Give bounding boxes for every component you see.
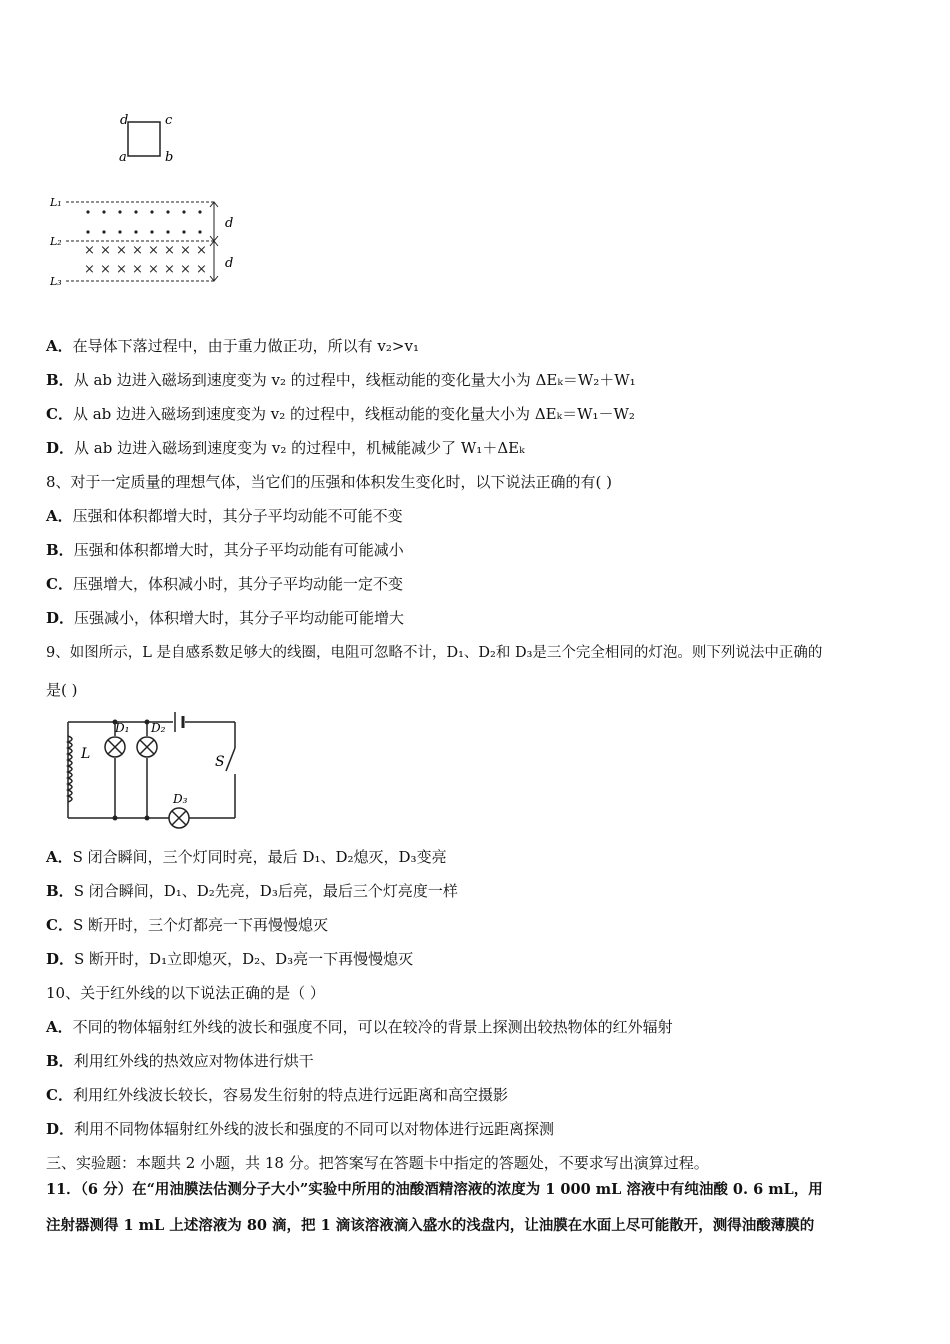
field-dot bbox=[134, 210, 137, 213]
option-text: 利用红外线的热效应对物体进行烘干 bbox=[73, 1052, 314, 1070]
q10-option-c bbox=[46, 1085, 508, 1105]
field-out-of-page bbox=[86, 210, 201, 233]
field-dot bbox=[166, 230, 169, 233]
q10-option-a bbox=[46, 1017, 673, 1037]
option-label: C． bbox=[46, 405, 73, 423]
label-gap-lower: d bbox=[225, 256, 234, 271]
label-D3: D₃ bbox=[173, 792, 188, 806]
field-dot bbox=[198, 210, 201, 213]
square-loop bbox=[128, 122, 160, 156]
field-cross: × bbox=[164, 243, 175, 258]
label-d-corner: d bbox=[120, 113, 129, 128]
label-L2: L₂ bbox=[50, 235, 62, 248]
q9-option-a bbox=[46, 847, 447, 867]
option-text: 压强增大，体积减小时，其分子平均动能一定不变 bbox=[72, 575, 403, 593]
field-cross: × bbox=[148, 262, 159, 277]
field-cross: × bbox=[148, 243, 159, 258]
field-dot bbox=[182, 210, 185, 213]
field-cross: × bbox=[116, 243, 127, 258]
option-label: C． bbox=[46, 1086, 73, 1104]
label-b-corner: b bbox=[165, 150, 174, 165]
field-cross: × bbox=[132, 243, 143, 258]
field-dot bbox=[198, 230, 201, 233]
q9-option-d bbox=[46, 949, 413, 969]
option-label: B． bbox=[46, 882, 74, 900]
field-dot bbox=[86, 230, 89, 233]
option-text: 压强和体积都增大时，其分子平均动能不可能不变 bbox=[72, 507, 403, 525]
q8-option-b bbox=[46, 540, 404, 560]
option-text: 利用不同物体辐射红外线的波长和强度的不同可以对物体进行远距离探测 bbox=[74, 1120, 555, 1138]
q9-stem-line1: 9、如图所示，L 是自感系数足够大的线圈，电阻可忽略不计，D₁、D₂和 D₃是三个完全相同的灯泡。则下列说法中正确的 bbox=[46, 645, 823, 661]
q8-option-a bbox=[46, 506, 403, 526]
field-cross: × bbox=[164, 262, 175, 277]
q9-option-c bbox=[46, 915, 328, 935]
field-dot bbox=[166, 210, 169, 213]
field-cross: × bbox=[100, 243, 111, 258]
option-label: B． bbox=[46, 541, 74, 559]
q7-option-d bbox=[46, 438, 525, 458]
option-label: B． bbox=[46, 1052, 74, 1070]
option-text: 在导体下落过程中，由于重力做正功，所以有 v₂>v₁ bbox=[72, 337, 419, 355]
field-dot bbox=[134, 230, 137, 233]
field-cross: × bbox=[196, 243, 207, 258]
option-label: B． bbox=[46, 371, 74, 389]
section-3-heading: 三、实验题：本题共 2 小题，共 18 分。把答案写在答题卡中指定的答题处，不要求写出演算过程。 bbox=[46, 1154, 709, 1172]
field-cross: × bbox=[100, 262, 111, 277]
field-dot bbox=[102, 210, 105, 213]
field-dot bbox=[150, 230, 153, 233]
q7-option-a bbox=[46, 336, 419, 356]
q11-line2: 注射器测得 1 mL 上述溶液为 80 滴，把 1 滴该溶液滴入盛水的浅盘内，让油膜在水面上尽可能散开，测得油酸薄膜的 bbox=[46, 1217, 815, 1234]
label-L3: L₃ bbox=[50, 275, 62, 288]
q11-line1: 11．（6 分）在“用油膜法估测分子大小”实验中所用的油酸酒精溶液的浓度为 1 000 mL 溶液中有纯油酸 0. 6 mL，用 bbox=[46, 1181, 823, 1198]
field-dot bbox=[118, 210, 121, 213]
field-cross: × bbox=[180, 243, 191, 258]
option-text: S 断开时，三个灯都亮一下再慢慢熄灭 bbox=[72, 916, 328, 934]
label-D2: D₂ bbox=[151, 721, 166, 735]
label-D1: D₁ bbox=[115, 721, 130, 735]
option-text: 压强减小，体积增大时，其分子平均动能可能增大 bbox=[74, 609, 405, 627]
circuit-figure bbox=[55, 708, 255, 833]
q9-option-b bbox=[46, 881, 458, 901]
field-into-page bbox=[84, 243, 207, 277]
option-label: A． bbox=[46, 507, 73, 525]
label-a-corner: a bbox=[119, 150, 127, 165]
label-c-corner: c bbox=[165, 113, 173, 128]
option-label: A． bbox=[46, 848, 73, 866]
option-label: D． bbox=[46, 609, 75, 627]
switch-blade bbox=[226, 748, 235, 771]
q8-option-d bbox=[46, 608, 404, 628]
field-dot bbox=[86, 210, 89, 213]
q9-stem-line2: 是( ) bbox=[46, 681, 78, 699]
option-text: S 闭合瞬间，三个灯同时亮，最后 D₁、D₂熄灭，D₃变亮 bbox=[72, 848, 447, 866]
field-dot bbox=[182, 230, 185, 233]
q10-stem: 10、关于红外线的以下说法正确的是（ ） bbox=[46, 984, 325, 1002]
option-label: A． bbox=[46, 337, 73, 355]
field-dot bbox=[150, 210, 153, 213]
option-text: 压强和体积都增大时，其分子平均动能有可能减小 bbox=[73, 541, 404, 559]
label-S: S bbox=[215, 754, 225, 770]
field-cross: × bbox=[84, 262, 95, 277]
magnetic-field-figure bbox=[46, 105, 246, 295]
option-label: C． bbox=[46, 916, 73, 934]
field-dot bbox=[118, 230, 121, 233]
option-label: D． bbox=[46, 439, 75, 457]
field-dot bbox=[102, 230, 105, 233]
option-text: 从 ab 边进入磁场到速度变为 v₂ 的过程中，机械能减少了 W₁＋ΔEₖ bbox=[74, 439, 525, 457]
option-text: S 闭合瞬间，D₁、D₂先亮，D₃后亮，最后三个灯亮度一样 bbox=[73, 882, 458, 900]
field-cross: × bbox=[196, 262, 207, 277]
option-label: C． bbox=[46, 575, 73, 593]
label-gap-upper: d bbox=[225, 216, 234, 231]
q7-option-b bbox=[46, 370, 636, 390]
field-cross: × bbox=[84, 243, 95, 258]
option-text: 从 ab 边进入磁场到速度变为 v₂ 的过程中，线框动能的变化量大小为 ΔEₖ＝W₁－W₂ bbox=[72, 405, 635, 423]
lamp-D1 bbox=[105, 737, 125, 757]
option-text: 利用红外线波长较长，容易发生衍射的特点进行远距离和高空摄影 bbox=[72, 1086, 508, 1104]
q10-option-b bbox=[46, 1051, 314, 1071]
option-text: S 断开时，D₁立即熄灭，D₂、D₃亮一下再慢慢熄灭 bbox=[74, 950, 414, 968]
option-text: 不同的物体辐射红外线的波长和强度不同，可以在较冷的背景上探测出较热物体的红外辐射 bbox=[72, 1018, 673, 1036]
label-L1: L₁ bbox=[50, 196, 62, 209]
field-cross: × bbox=[180, 262, 191, 277]
q10-option-d bbox=[46, 1119, 554, 1139]
option-label: A． bbox=[46, 1018, 73, 1036]
field-cross: × bbox=[116, 262, 127, 277]
q7-option-c bbox=[46, 404, 635, 424]
lamp-D2 bbox=[137, 737, 157, 757]
q8-option-c bbox=[46, 574, 403, 594]
option-text: 从 ab 边进入磁场到速度变为 v₂ 的过程中，线框动能的变化量大小为 ΔEₖ＝W₂＋W₁ bbox=[73, 371, 636, 389]
field-cross: × bbox=[132, 262, 143, 277]
lamp-D3 bbox=[169, 808, 189, 828]
option-label: D． bbox=[46, 1120, 75, 1138]
option-label: D． bbox=[46, 950, 75, 968]
label-L: L bbox=[81, 746, 91, 762]
q8-stem: 8、对于一定质量的理想气体，当它们的压强和体积发生变化时，以下说法正确的有( ) bbox=[46, 473, 613, 491]
